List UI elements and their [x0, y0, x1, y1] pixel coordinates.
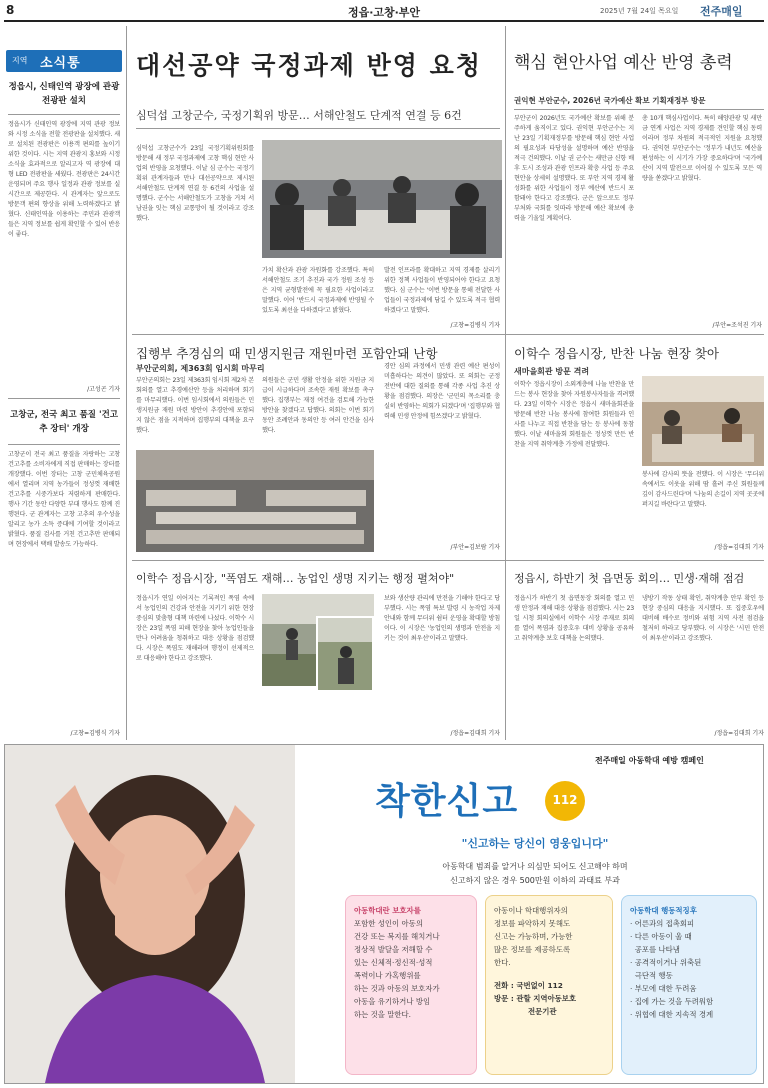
- article1-body-right: 발전 인프라를 확대하고 지역 경제를 살리기 위한 정책 사업들이 반영되어야 한다고 요청했다. 심 군수는 '이번 방문을 통해 전달한 사업들이 국정과제에 담길 수 있도록 적극 협력하겠다'고 말했다.: [384, 267, 500, 314]
- article2-body-right: 총 10개 핵심사업이다. 특히 해양관광 및 새만금 연계 사업은 지역 경제를 견인할 핵심 동력이라며 정부 차원의 적극적인 지원을 요청했다. 권익현 부안군수는 '정부가 내년도 예산을 편성하는 이 시기가 가장 중요하다'며 '국가예산이 지역 발전으로 이어질 수 있도록 모든 역량을 쏟겠다'고 밝혔다.: [642, 115, 762, 182]
- ad-report-line: 신고는 가능하며, 가능한: [494, 932, 573, 941]
- sidebar-item2-byline: /고창=김병식 기자: [70, 730, 120, 737]
- article1-body-mid: 가치 확산과 관광 자원화를 강조했다. 특히 서해안철도 조기 추진과 국가 정원 조성 등은 지역 균형발전에 꼭 필요한 사업이라고 말했다. 이어 '반드시 국정과제에 반영될 수 있도록 최선을 다하겠다'고 밝혔다.: [262, 267, 374, 314]
- section-title: 정읍·고창·부안: [347, 6, 421, 19]
- child-photo-icon: [5, 745, 295, 1083]
- article6-byline: /정읍=김대희 기자: [714, 730, 764, 737]
- ad-signs-text: [630, 904, 754, 1021]
- ad-definition-line: 있는 신체적·정신적·성적: [354, 958, 433, 967]
- article5-body-left: 정읍시가 연일 이어지는 기록적인 폭염 속에서 농업인의 건강과 안전을 지키기 위한 현장 중심의 맞춤형 대책 마련에 나섰다. 이학수 시장은 23일 폭염 피해 현장을 찾아 농업인들을 만나 어려움을 청취하고 대응 상황을 점검했다. 시장은 폭염도 재해라며 행정이 선제적으로 대응해야 한다고 강조했다.: [136, 595, 254, 662]
- ad-definition-line: 건강 또는 복지를 해치거나: [354, 932, 440, 941]
- sidebar-tag: 지역: [12, 56, 28, 65]
- ad-definition-line: 폭력이나 가혹행위를: [354, 971, 421, 980]
- council-photo-icon: [136, 450, 374, 552]
- paper-name: 전주매일: [700, 5, 743, 18]
- sidebar-item2-headline: 고창군, 전국 최고 품질 '건고추 장터' 개장: [10, 410, 118, 434]
- meeting-photo-icon: [262, 140, 502, 258]
- article2-subheadline: 권익현 부안군수, 2026년 국가예산 확보 기획재정부 방문: [514, 96, 706, 105]
- ad-definition-line: 아동학대란 보호자를: [354, 906, 421, 915]
- divider: [8, 398, 120, 399]
- article3-photo: [136, 450, 374, 552]
- article4-photo: [642, 376, 764, 466]
- ad-report-visit-2: 전문기관: [528, 1007, 557, 1016]
- article1-body-left: 심덕섭 고창군수가 23일 국정기획위원회를 방문해 새 정부 국정과제에 고창 핵심 현안 사업의 반영을 요청했다. 이날 심 군수는 국정기획위 관계자들과 만나 대선공약으로 제시된 서해안철도 단계적 연결 등 6건의 사업을 설명했다. 군수는 서해안철도가 고창을 거쳐 서남권을 잇는 핵심 교통망이 될 것이라고 강조했다.: [136, 145, 254, 222]
- issue-date: 2025년 7월 24일 목요일: [600, 7, 679, 15]
- ad-definition-line: 하는 것과 아동의 보호자가: [354, 984, 440, 993]
- ad-definition-box: [345, 895, 477, 1075]
- ad-signs-item: · 집에 가는 것을 두려워함: [630, 997, 714, 1006]
- campaign-ad: [4, 744, 764, 1084]
- ad-definition-line: 아동을 유기하거나 방임: [354, 997, 431, 1006]
- ad-report-text: [494, 904, 610, 1018]
- article4-subheadline: 새마을회관 방문 격려: [514, 367, 590, 376]
- divider: [514, 109, 764, 110]
- masthead: [0, 0, 768, 22]
- ad-signs-item: · 어른과의 접촉회피: [630, 919, 695, 928]
- ad-signs-item: 극단적 행동: [630, 971, 673, 980]
- farm-inset-photo-icon: [318, 618, 374, 692]
- article4-headline: 이학수 정읍시장, 반찬 나눔 현장 찾아: [514, 346, 719, 361]
- page-number: 8: [6, 3, 15, 17]
- article3-body-right: 경안 심의 과정에서 민생 관련 예산 편성이 미흡하다는 의견이 많았다. 또 의회는 군정 전반에 대한 질의를 통해 각종 사업 추진 상황을 점검했다. 의장은 '군민의 목소리를 충실히 반영하는 의회가 되겠다'며 '집행부와 협력해 민생 안정에 힘쓰겠다'고 밝혔다.: [384, 363, 500, 420]
- article6-headline: 정읍시, 하반기 첫 읍면동 회의… 민생·재해 점검: [514, 572, 745, 585]
- column-rule: [505, 26, 506, 740]
- ad-badge-number: 112: [552, 793, 578, 807]
- ad-report-line: 많은 정보를 제공하도록: [494, 945, 571, 954]
- ad-signs-item: · 부모에 대한 두려움: [630, 984, 697, 993]
- ad-report-phone: 전화 : 국번없이 112: [494, 981, 563, 990]
- article6-body-left: 정읍시가 하반기 첫 읍면동장 회의를 열고 민생 안정과 재해 대응 상황을 점검했다. 시는 23일 시청 회의실에서 이학수 시장 주재로 회의를 열어 폭염과 집중호우 대비 상황을 공유하고 취약계층 보호 대책을 논의했다.: [514, 595, 634, 642]
- sidebar-item2-body: 고창군이 전국 최고 품질을 자랑하는 고창 건고추를 소비자에게 직접 판매하는 장터를 개장했다. 이번 장터는 고창 군민체육공원에서 열리며 지역 농가들이 정성껏 재배한 건고추를 시중가보다 저렴하게 판매한다. 행사 기간 동안 다양한 부대 행사도 함께 진행된다. 군 관계자는 고창 고추의 우수성을 알리고 농가 소득 증대에 기여할 것이라고 밝혔다. 품질 검사를 거친 건고추만 판매되며 현장에서 택배 발송도 가능하다.: [8, 451, 120, 548]
- ad-definition-line: 포함한 성인이 아동의: [354, 919, 423, 928]
- ad-report-box: [485, 895, 613, 1075]
- ad-definition-line: 하는 것을 말한다.: [354, 1010, 412, 1019]
- article2-headline: 핵심 현안사업 예산 반영 총력: [514, 53, 733, 73]
- article5-body-right: 보와 생산량 관리에 만전을 기해야 한다고 당부했다. 시는 폭염 특보 발령 시 농작업 자제 안내와 함께 무더위 쉼터 운영을 확대할 방침이다. 이 시장은 '농업인의 생명과 안전을 지키는 것이 최우선'이라고 말했다.: [384, 595, 500, 642]
- masthead-rule: [4, 20, 764, 22]
- article1-photo: [262, 140, 502, 258]
- article2-byline: /부안=조석진 기자: [712, 322, 762, 329]
- sidebar-title: 소식통: [40, 56, 81, 71]
- divider: [8, 444, 120, 445]
- ad-signs-item: · 공격적이거나 위축된: [630, 958, 702, 967]
- ad-definition-text: [354, 904, 474, 1021]
- article5-byline: /정읍=김대희 기자: [450, 730, 500, 737]
- column-rule: [126, 26, 127, 740]
- ad-signs-item: · 다른 아동이 울 때: [630, 932, 692, 941]
- ad-intro1: 아동학대 범죄를 알거나 의심만 되어도 신고해야 하며: [442, 862, 628, 871]
- divider: [132, 560, 764, 561]
- ad-badge: [545, 781, 585, 821]
- ad-logo-text: 착한신고: [375, 781, 519, 822]
- ad-slogan: "신고하는 당신이 영웅입니다": [461, 837, 609, 850]
- divider: [132, 334, 764, 335]
- ad-report-visit: 방문 : 관할 지역아동보호: [494, 994, 577, 1003]
- ad-signs-title: 아동학대 행동적징후: [630, 906, 697, 915]
- article3-subheadline: 부안군의회, 제363회 임시회 마무리: [136, 364, 265, 373]
- article1-headline: 대선공약 국정과제 반영 요청: [136, 51, 482, 80]
- article6-body-right: 냉방기 작동 상태 확인, 취약계층 안부 확인 등 현장 중심의 대응을 지시했다. 또 집중호우에 대비해 배수로 정비와 위험 지역 사전 점검을 철저히 하라고 당부했다. 이 시장은 '시민 안전이 최우선'이라고 강조했다.: [642, 595, 764, 642]
- ad-signs-item: · 위협에 대한 지속적 경계: [630, 1010, 714, 1019]
- article4-byline: /정읍=김대희 기자: [714, 544, 764, 551]
- article3-body-mid: 의원들은 군민 생활 안정을 위한 지원금 지급이 시급하다며 조속한 재원 확보를 촉구했다. 집행부는 재정 여건을 검토해 가능한 방안을 찾겠다고 답했다. 의회는 이번 회기 동안 조례안과 동의안 등 여러 안건을 심사했다.: [262, 377, 374, 434]
- article3-headline: 집행부 추경심의 때 민생지원금 재원마련 포함안돼 난항: [136, 346, 438, 361]
- divider: [136, 128, 500, 129]
- ad-definition-line: 정상적 발달을 저해할 수: [354, 945, 433, 954]
- sidebar-item1-body: 정읍시가 신태인역 광장에 지역 관광 정보와 시정 소식을 전할 전광판을 설치했다. 새로 설치된 전광판은 이용객 편의를 높이기 위한 것이다. 시는 지역 관광지 홍보와 시정 소식을 효과적으로 알리고자 역 광장에 대형 LED 전광판을 세웠다. 전광판은 24시간 운영되며 주요 행사 일정과 관광 정보를 실시간으로 제공한다. 시 관계자는 앞으로도 방문객 편의 향상을 위해 노력하겠다고 밝혔다. 신태인역을 이용하는 주민과 관광객들은 지역 정보를 쉽게 확인할 수 있어 반응이 좋다.: [8, 121, 120, 238]
- article1-byline: /고창=김병식 기자: [450, 322, 500, 329]
- article1-subheadline: 심덕섭 고창군수, 국정기획위 방문… 서해안철도 단계적 연결 등 6건: [136, 109, 462, 122]
- article3-body-left: 부안군의회는 23일 제363회 임시회 제2차 본회의를 열고 추경예산안 등을 처리하며 회기를 마무리했다. 이번 임시회에서 의원들은 민생지원금 재원 마련 방안이 추경안에 포함되지 않은 점을 지적하며 집행부의 대책을 요구했다.: [136, 377, 254, 434]
- sidebar-item1-headline: 정읍시, 신태인역 광장에 관광 전광판 설치: [8, 82, 120, 106]
- divider: [8, 114, 120, 115]
- article5-photo-2: [316, 616, 374, 692]
- volunteer-photo-icon: [642, 376, 764, 466]
- ad-signs-item: 공포를 나타냄: [630, 945, 680, 954]
- ad-signs-box: [621, 895, 757, 1075]
- article4-body-right: 봉사에 감사의 뜻을 전했다. 이 시장은 '무더위 속에서도 이웃을 위해 땀 흘려 주신 회원들께 깊이 감사드린다'며 '나눔의 손길이 지역 곳곳에 퍼지길 바란다'고 말했다.: [642, 471, 764, 508]
- ad-intro2: 신고하지 않은 경우 500만원 이하의 과태료 부과: [450, 876, 620, 885]
- article4-body-left: 이학수 정읍시장이 소외계층에 나눌 반찬을 만드는 봉사 현장을 찾아 자원봉사자들을 격려했다. 23일 이학수 시장은 정읍시 새마을회관을 방문해 반찬 나눔 봉사에 참여한 회원들과 인사를 나누고 직접 반찬을 담는 등 봉사에 동참했다. 이날 새마을회 회원들은 정성껏 만든 반찬을 지역 취약계층 가정에 전달했다.: [514, 381, 634, 448]
- ad-report-line: 정보를 파악하지 못해도: [494, 919, 571, 928]
- ad-report-line: 한다.: [494, 958, 511, 967]
- ad-sponsor: 전주매일 아동학대 예방 캠페인: [595, 756, 704, 765]
- article2-body-left: 부안군이 2026년도 국가예산 확보를 위해 분주하게 움직이고 있다. 권익현 부안군수는 지난 23일 기획재정부를 방문해 핵심 현안 사업의 필요성과 타당성을 설명하며 예산 반영을 적극 건의했다. 이날 권 군수는 새만금 신항 배후 도시 조성과 관광 인프라 확충 사업 등 주요 현안을 상세히 설명했다. 또 부안 지역 경제 활성화를 위한 사업들이 정부 예산에 반드시 포함돼야 한다고 강조했다. 군은 앞으로도 정부 부처와 국회를 잇따라 방문해 예산 확보에 총력을 기울일 계획이다.: [514, 115, 634, 222]
- ad-report-line: 아동이나 학대행위자의: [494, 906, 568, 915]
- sidebar-header: [6, 50, 122, 72]
- article3-byline: /부안=김보람 기자: [450, 544, 500, 551]
- sidebar-item1-byline: /고성곤 기자: [87, 386, 120, 393]
- article5-headline: 이학수 정읍시장, "폭염도 재해… 농업인 생명 지키는 행정 펼쳐야": [136, 572, 455, 585]
